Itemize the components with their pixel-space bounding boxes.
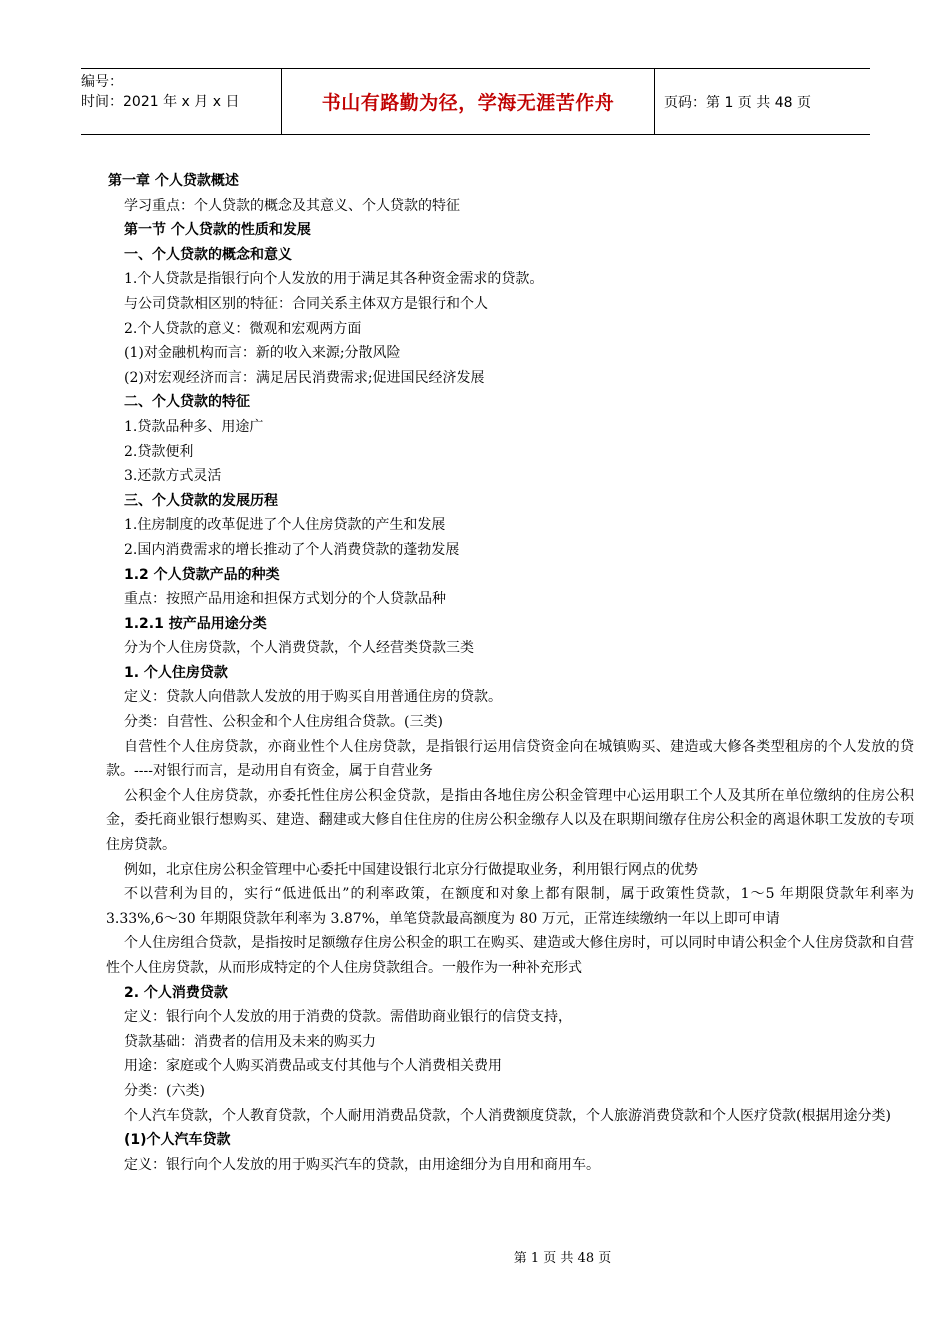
subsection-heading: 三、个人贷款的发展历程 [124,492,278,509]
paragraph: 不以营利为目的，实行“低进低出”的利率政策，在额度和对象上都有限制，属于政策性贷款，1～5 年期限贷款年利率为 3.33%,6～30 年期限贷款年利率为 3.87%，单笔贷款最高额度为 80 万元，正常连续缴纳一年以上即可申请 [106,886,914,927]
paragraph: 重点：按照产品用途和担保方式划分的个人贷款品种 [124,591,446,608]
paragraph: 定义：银行向个人发放的用于消费的贷款。需借助商业银行的信贷支持， [124,1009,572,1026]
list-item: 2.贷款便利 [124,443,194,460]
list-item: 1.住房制度的改革促进了个人住房贷款的产生和发展 [124,517,446,534]
paragraph: 分类：自营性、公积金和个人住房组合贷款。(三类) [124,714,443,731]
paragraph: 分为个人住房贷款，个人消费贷款，个人经营类贷款三类 [124,640,474,657]
page-footer: 第 1 页 共 48 页 [513,1251,612,1266]
paragraph: 用途：家庭或个人购买消费品或支付其他与个人消费相关费用 [124,1058,502,1075]
paragraph: 2.个人贷款的意义：微观和宏观两方面 [124,320,362,337]
page-header [81,68,870,135]
section-heading: 1.2.1 按产品用途分类 [124,615,267,632]
header-meta [81,69,282,134]
paragraph: 例如，北京住房公积金管理中心委托中国建设银行北京分行做提取业务，利用银行网点的优势 [124,861,698,878]
subsection-heading: 1. 个人住房贷款 [124,664,228,681]
subsection-heading: (1)个人汽车贷款 [124,1132,231,1149]
list-item: 2.国内消费需求的增长推动了个人消费贷款的蓬勃发展 [124,541,460,558]
document-body [106,169,914,1177]
paragraph: 贷款基础：消费者的信用及未来的购买力 [124,1033,376,1050]
paragraph: 1.个人贷款是指银行向个人发放的用于满足其各种资金需求的贷款。 [124,271,544,288]
document-time-label: 时间：2021 年 x 月 x 日 [81,94,240,110]
paragraph: (2)对宏观经济而言：满足居民消费需求;促进国民经济发展 [124,369,485,386]
subsection-heading: 一、个人贷款的概念和意义 [124,246,292,263]
paragraph: 与公司贷款相区别的特征：合同关系主体双方是银行和个人 [124,295,488,312]
list-item: 1.贷款品种多、用途广 [124,418,264,435]
subsection-heading: 2. 个人消费贷款 [124,984,228,1001]
paragraph: 分类：(六类) [124,1082,205,1099]
paragraph: 定义：银行向个人发放的用于购买汽车的贷款，由用途细分为自用和商用车。 [124,1156,600,1173]
section-title: 第一节 个人贷款的性质和发展 [124,222,311,239]
subsection-heading: 二、个人贷款的特征 [124,394,250,411]
list-item: 3.还款方式灵活 [124,468,222,485]
study-focus: 学习重点：个人贷款的概念及其意义、个人贷款的特征 [124,197,460,214]
paragraph: (1)对金融机构而言：新的收入来源;分散风险 [124,345,401,362]
paragraph: 个人住房组合贷款，是指按时足额缴存住房公积金的职工在购买、建造或大修住房时，可以同时申请公积金个人住房贷款和自营性个人住房贷款，从而形成特定的个人住房贷款组合。一般作为一种补充形式 [106,935,914,976]
document-number-label: 编号： [81,74,123,90]
header-motto: 书山有路勤为径，学海无涯苦作舟 [282,69,655,134]
chapter-title: 第一章 个人贷款概述 [108,173,239,189]
paragraph: 个人汽车贷款，个人教育贷款，个人耐用消费品贷款，个人消费额度贷款，个人旅游消费贷款和个人医疗贷款(根据用途分类) [124,1107,891,1124]
section-heading: 1.2 个人贷款产品的种类 [124,566,280,583]
paragraph: 自营性个人住房贷款，亦商业性个人住房贷款，是指银行运用信贷资金向在城镇购买、建造或大修各类型租房的个人发放的贷款。----对银行而言，是动用自有资金，属于自营业务 [106,738,914,780]
paragraph: 公积金个人住房贷款，亦委托性住房公积金贷款，是指由各地住房公积金管理中心运用职工个人及其所在单位缴纳的住房公积金，委托商业银行想购买、建造、翻建或大修自住住房的住房公积金缴存人以及在职期间缴存住房公积金的离退休职工发放的专项住房贷款。 [106,787,914,854]
paragraph: 定义：贷款人向借款人发放的用于购买自用普通住房的贷款。 [124,689,502,706]
header-page-info: 页码：第 1 页 共 48 页 [664,94,811,111]
